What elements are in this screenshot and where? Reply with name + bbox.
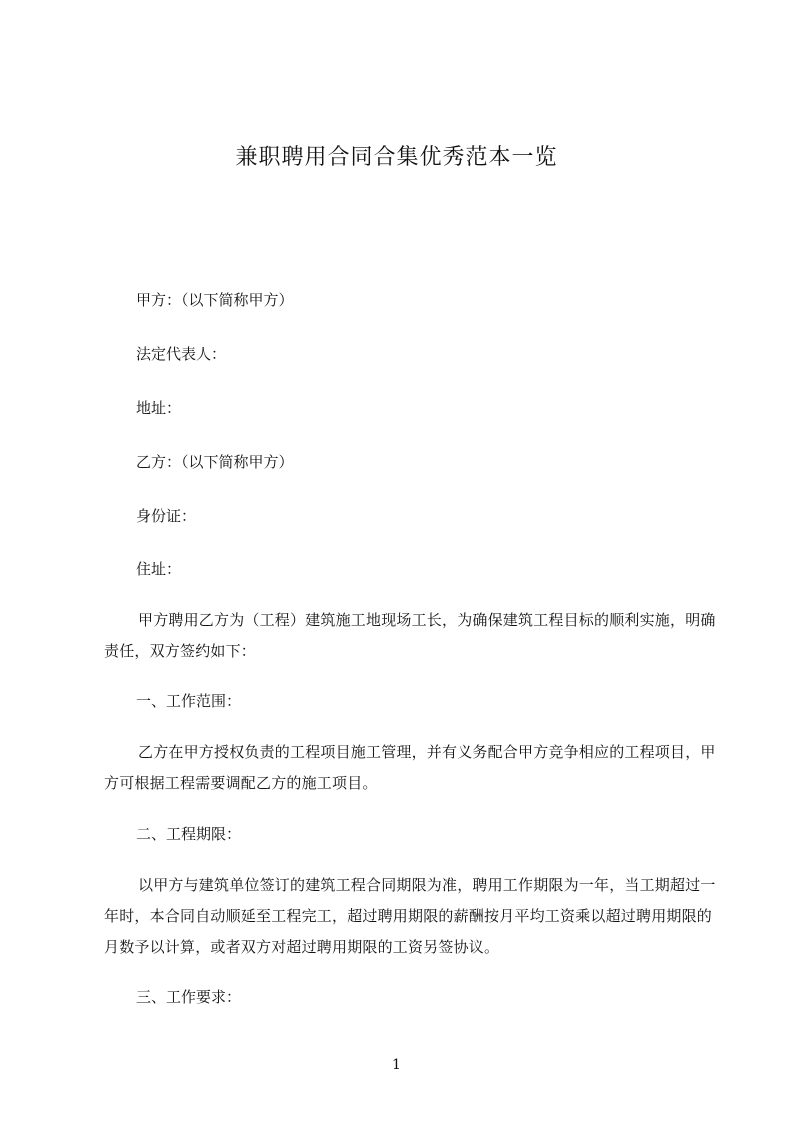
section-1-heading: 一、工作范围： (136, 692, 242, 710)
party-b-line: 乙方：（以下简称甲方） (136, 453, 294, 471)
id-card-line: 身份证： (136, 507, 197, 525)
section-1-body: 乙方在甲方授权负责的工程项目施工管理，并有义务配合甲方竞争相应的工程项目，甲方可根据工程需要调配乙方的施工项目。 (104, 743, 716, 792)
residence-line: 住址： (136, 560, 182, 578)
section-2-body: 以甲方与建筑单位签订的建筑工程合同期限为准，聘用工作期限为一年，当工期超过一年时，本合同自动顺延至工程完工，超过聘用期限的薪酬按月平均工资乘以超过聘用期限的月数予以计算，或者双方对超过聘用期限的工资另签协议。 (104, 876, 716, 956)
section-3-heading: 三、工作要求： (136, 988, 242, 1006)
document-title: 兼职聘用合同合集优秀范本一览 (235, 145, 558, 170)
address-line: 地址： (136, 399, 182, 417)
page-number: 1 (392, 1057, 401, 1073)
party-a-line: 甲方：（以下简称甲方） (136, 291, 294, 309)
intro-paragraph: 甲方聘用乙方为（工程）建筑施工地现场工长，为确保建筑工程目标的顺利实施，明确责任，双方签约如下： (104, 611, 716, 660)
legal-representative-line: 法定代表人： (136, 345, 227, 363)
section-2-heading: 二、工程期限： (136, 825, 242, 843)
